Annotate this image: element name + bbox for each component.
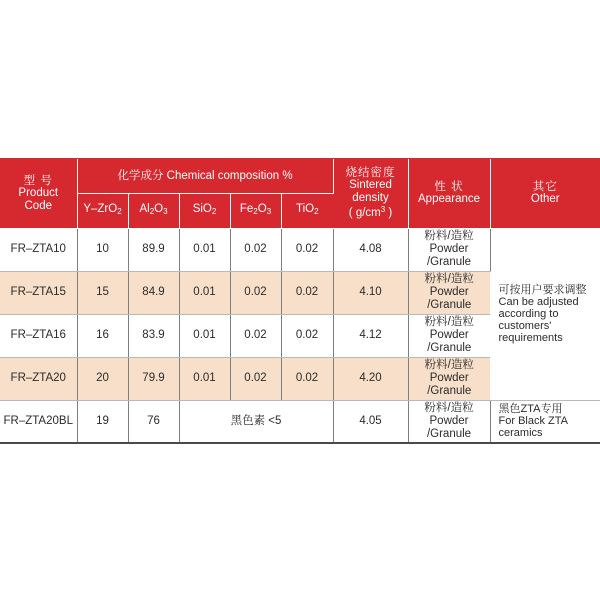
- cell-product-code: FR–ZTA20: [0, 357, 77, 400]
- composition-table: [0, 159, 600, 444]
- cell-appearance-en-2: /Granule: [427, 299, 472, 311]
- header-sintered-density: [333, 159, 408, 228]
- header-other-zh: 其它: [532, 180, 558, 193]
- cell-appearance-zh: 粉料/造粒: [424, 273, 474, 285]
- cell-appearance: [408, 357, 490, 400]
- header-al2o3-base: Al: [139, 202, 150, 215]
- header-fe2o3-sub2: 3: [266, 206, 272, 216]
- cell-fe2o3: 0.02: [230, 271, 281, 314]
- cell-product-code: FR–ZTA10: [0, 228, 77, 271]
- cell-appearance: [408, 400, 490, 443]
- cell-black-pigment: 黑色素 <5: [179, 400, 333, 443]
- cell-tio2: 0.02: [281, 357, 333, 400]
- other-adjust-en-1: Can be adjusted: [498, 296, 579, 308]
- cell-other-adjustable: [490, 228, 600, 400]
- cell-appearance-en-2: /Granule: [426, 256, 472, 268]
- header-fe2o3: [230, 193, 281, 228]
- cell-yzro2: 15: [77, 271, 128, 314]
- cell-density: 4.08: [333, 228, 408, 271]
- header-yzro2: [77, 193, 128, 228]
- header-al2o3-sub: 2: [149, 206, 155, 216]
- header-density-unit-post: ): [385, 207, 393, 220]
- other-adjust-zh: 可按用户要求调整: [498, 284, 587, 296]
- header-yzro2-base: Y–ZrO: [83, 202, 118, 215]
- header-tio2-sub: 2: [314, 206, 319, 216]
- other-adjust-en-2: according to: [498, 308, 559, 320]
- cell-appearance-zh: 粉料/造粒: [424, 359, 474, 371]
- cell-density: 4.12: [333, 314, 408, 357]
- cell-appearance-en-2: /Granule: [426, 427, 472, 440]
- header-row-1: [0, 159, 600, 193]
- cell-sio2: 0.01: [179, 271, 230, 314]
- table-row: [0, 400, 600, 443]
- cell-fe2o3: 0.02: [230, 228, 281, 271]
- other-adjust-en-4: requirements: [498, 332, 563, 344]
- cell-appearance-en-2: /Granule: [427, 342, 472, 354]
- header-other: [490, 159, 600, 228]
- header-density-unit-sup: 3: [380, 205, 386, 215]
- cell-appearance-en-1: Powder: [429, 286, 469, 298]
- header-fe2o3-base: Fe: [239, 202, 254, 215]
- cell-appearance-en-1: Powder: [429, 372, 469, 384]
- cell-appearance-zh: 粉料/造粒: [424, 316, 474, 328]
- cell-yzro2: 19: [77, 400, 128, 443]
- header-sio2: [179, 193, 230, 228]
- header-product-code: [0, 159, 77, 228]
- header-product-code-zh: 型 号: [23, 174, 53, 187]
- header-product-code-en-1: Product: [18, 187, 59, 199]
- cell-appearance-en-2: /Granule: [427, 385, 472, 397]
- header-density-zh: 烧结密度: [345, 166, 396, 179]
- cell-appearance: [408, 314, 490, 357]
- header-fe2o3-tail: O: [257, 202, 267, 215]
- cell-yzro2: 10: [77, 228, 128, 271]
- header-appearance: [408, 159, 490, 228]
- cell-product-code: FR–ZTA15: [0, 271, 77, 314]
- header-al2o3-sub2: 3: [163, 206, 168, 216]
- header-appearance-en: Appearance: [418, 193, 481, 206]
- cell-tio2: 0.02: [281, 228, 333, 271]
- header-product-code-en-2: Code: [24, 199, 52, 212]
- composition-table-container: [0, 159, 600, 444]
- cell-al2o3: 79.9: [128, 357, 179, 400]
- cell-al2o3: 89.9: [128, 228, 179, 271]
- cell-appearance: [408, 228, 490, 271]
- header-chemical-composition-label: 化学成分 Chemical composition %: [117, 169, 293, 182]
- cell-sio2: 0.01: [179, 228, 230, 271]
- header-chemical-composition: [77, 159, 333, 193]
- cell-al2o3: 76: [128, 400, 179, 443]
- cell-product-code: FR–ZTA20BL: [0, 400, 77, 443]
- cell-sio2: 0.01: [179, 314, 230, 357]
- cell-al2o3: 84.9: [128, 271, 179, 314]
- header-sio2-sub: 2: [211, 206, 217, 216]
- header-sio2-base: SiO: [192, 202, 212, 215]
- cell-other-black-zta: [490, 400, 600, 443]
- table-row: [0, 228, 600, 271]
- cell-yzro2: 20: [77, 357, 128, 400]
- header-al2o3-tail: O: [154, 202, 164, 215]
- other-black-en-1: For Black ZTA: [498, 415, 568, 428]
- other-black-zh: 黑色ZTA专用: [498, 403, 563, 416]
- header-al2o3: [128, 193, 179, 228]
- header-density-unit-pre: ( g/cm: [348, 207, 381, 220]
- cell-fe2o3: 0.02: [230, 314, 281, 357]
- cell-tio2: 0.02: [281, 271, 333, 314]
- cell-density: 4.20: [333, 357, 408, 400]
- other-black-en-2: ceramics: [498, 427, 543, 440]
- cell-appearance-en-1: Powder: [429, 414, 469, 427]
- header-density-en-2: density: [352, 191, 389, 204]
- cell-al2o3: 83.9: [128, 314, 179, 357]
- header-tio2-base: TiO: [295, 202, 315, 215]
- other-adjust-en-3: customers': [498, 320, 552, 332]
- cell-appearance-en-1: Powder: [429, 329, 469, 341]
- cell-density: 4.10: [333, 271, 408, 314]
- header-other-en: Other: [530, 193, 560, 206]
- cell-appearance-zh: 粉料/造粒: [424, 230, 474, 242]
- cell-density: 4.05: [333, 400, 408, 443]
- cell-product-code: FR–ZTA16: [0, 314, 77, 357]
- cell-sio2: 0.01: [179, 357, 230, 400]
- cell-fe2o3: 0.02: [230, 357, 281, 400]
- cell-appearance-en-1: Powder: [429, 243, 469, 255]
- header-tio2: [281, 193, 333, 228]
- cell-tio2: 0.02: [281, 314, 333, 357]
- header-density-en-1: Sintered: [349, 179, 392, 192]
- header-appearance-zh: 性 状: [434, 180, 464, 193]
- header-yzro2-sub: 2: [117, 206, 122, 216]
- header-fe2o3-sub: 2: [253, 206, 258, 216]
- cell-appearance-zh: 粉料/造粒: [424, 401, 474, 414]
- cell-yzro2: 16: [77, 314, 128, 357]
- cell-appearance: [408, 271, 490, 314]
- header-density-unit: [334, 204, 408, 220]
